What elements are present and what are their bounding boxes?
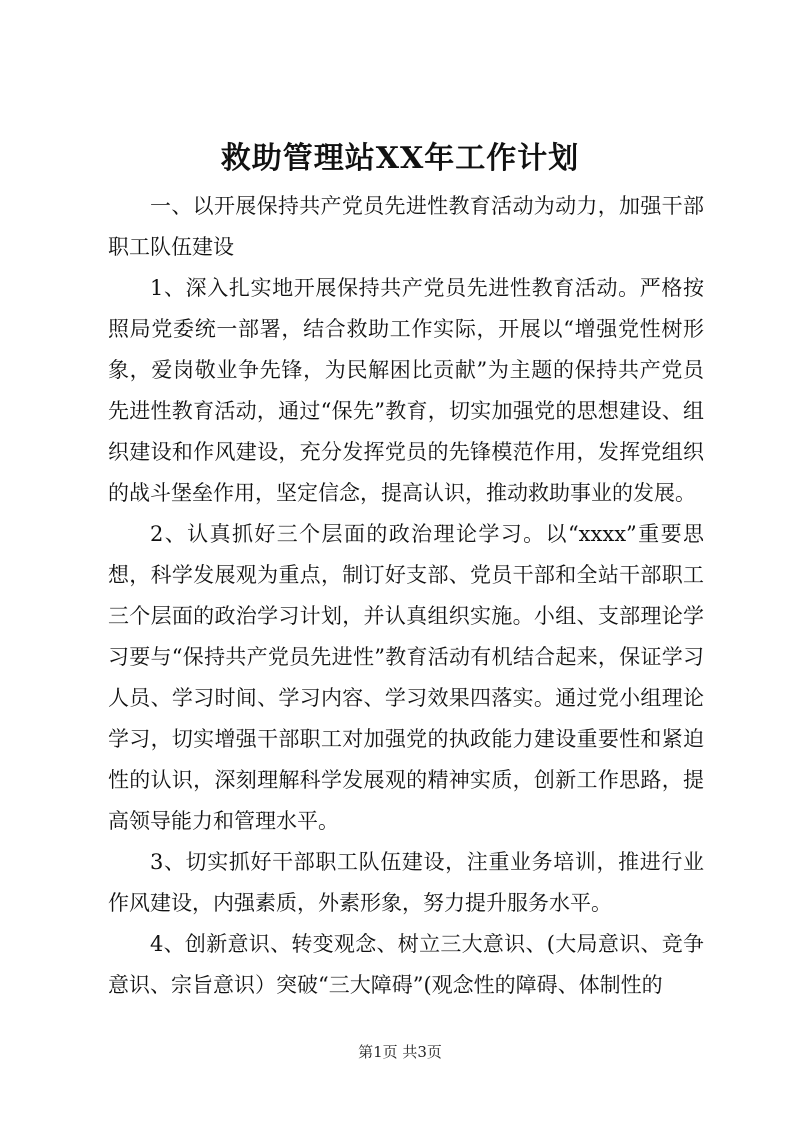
document-body	[108, 186, 704, 1006]
paragraph: 4、创新意识、转变观念、树立三大意识、(大局意识、竞争意识、宗旨意识）突破“三大障碍”(观念性的障碍、体制性的	[108, 932, 704, 997]
document-title: 救助管理站XX年工作计划	[220, 141, 580, 176]
paragraph: 一、以开展保持共产党员先进性教育活动为动力，加强干部职工队伍建设	[108, 194, 704, 259]
paragraph: 1、深入扎实地开展保持共产党员先进性教育活动。严格按照局党委统一部署，结合救助工作实际，开展以“增强党性树形象，爱岗敬业争先锋，为民解困比贡献”为主题的保持共产党员先进性教育活动，通过“保先”教育，切实加强党的思想建设、组织建设和作风建设，充分发挥党员的先锋模范作用，发挥党组织的战斗堡垒作用，坚定信念，提高认识，推动救助事业的发展。	[108, 276, 704, 505]
paragraph: 2、认真抓好三个层面的政治理论学习。以“xxxx”重要思想，科学发展观为重点，制订好支部、党员干部和全站干部职工三个层面的政治学习计划，并认真组织实施。小组、支部理论学习要与“保持共产党员先进性”教育活动有机结合起来，保证学习人员、学习时间、学习内容、学习效果四落实。通过党小组理论学习，切实增强干部职工对加强党的执政能力建设重要性和紧迫性的认识，深刻理解科学发展观的精神实质，创新工作思路，提高领导能力和管理水平。	[108, 522, 704, 833]
page-footer: 第1页 共3页	[358, 1043, 442, 1061]
paragraph: 3、切实抓好干部职工队伍建设，注重业务培训，推进行业作风建设，内强素质，外素形象，努力提升服务水平。	[108, 850, 704, 915]
